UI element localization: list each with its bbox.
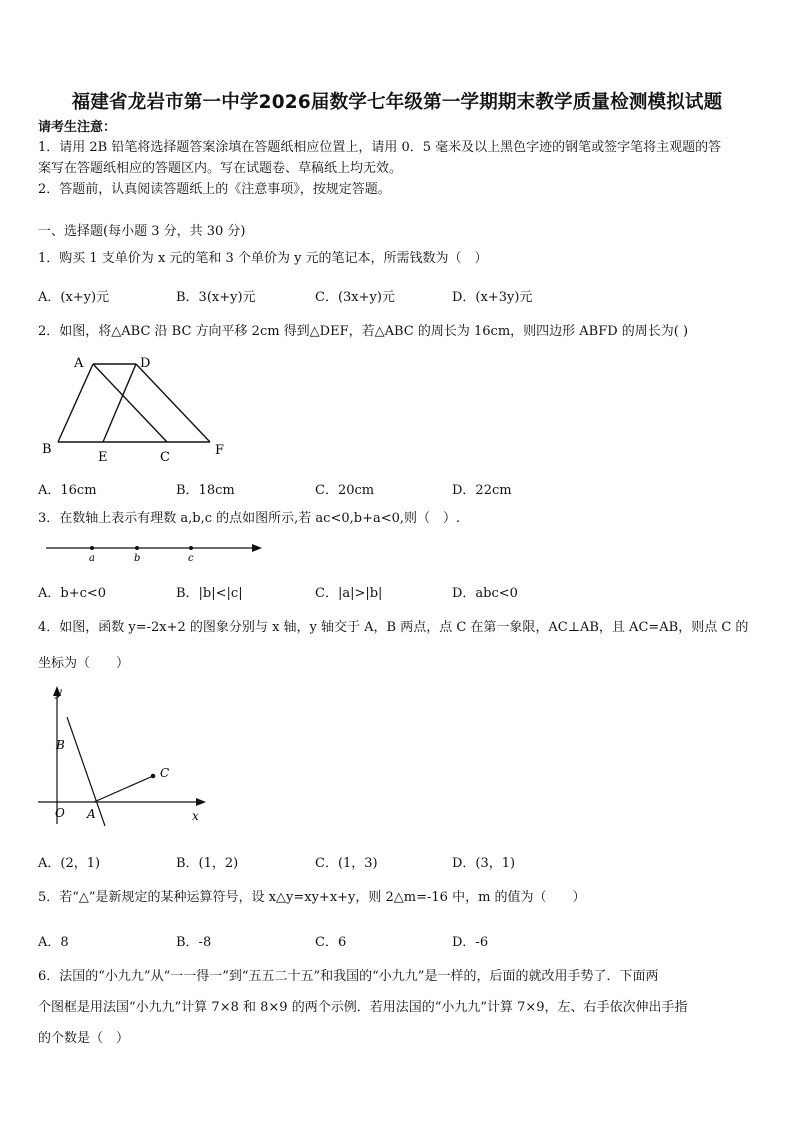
q3-number-line — [38, 536, 268, 566]
q1-option-a[interactable]: A．(x+y)元 — [38, 290, 110, 305]
notice-item-1-line-1: 1．请用 2B 铅笔将选择题答案涂填在答题纸相应位置上，请用 0．5 毫米及以上黑色字迹的钢笔或签字笔将主观题的答 — [38, 140, 722, 155]
q6-stem-line-3: 的个数是（ ） — [38, 1031, 130, 1046]
q1-option-b[interactable]: B．3(x+y)元 — [176, 290, 256, 305]
q5-option-a[interactable]: A．8 — [38, 935, 69, 950]
q4-label-a: A — [87, 807, 96, 821]
q3-option-b[interactable]: B．|b|<|c| — [176, 586, 243, 601]
q4-label-b: B — [56, 738, 65, 752]
q2-label-d: D — [140, 356, 151, 371]
q4-option-a[interactable]: A．(2，1) — [38, 856, 101, 871]
q4-coordinate-figure — [38, 684, 218, 834]
q3-stem: 3．在数轴上表示有理数 a,b,c 的点如图所示,若 ac<0,b+a<0,则（ ）. — [38, 511, 461, 526]
page-title: 福建省龙岩市第一中学2026届数学七年级第一学期期末教学质量检测模拟试题 — [71, 92, 723, 113]
q3-label-a: a — [89, 553, 95, 564]
q3-option-c[interactable]: C．|a|>|b| — [315, 586, 383, 601]
q6-stem-line-2: 个图框是用法国“小九九”计算 7×8 和 8×9 的两个示例．若用法国的“小九九”计算 7×9，左、右手依次伸出手指 — [38, 1000, 688, 1015]
q3-point-c — [189, 546, 193, 550]
q3-point-b — [135, 546, 139, 550]
q4-label-x: x — [192, 809, 199, 823]
q1-stem: 1．购买 1 支单价为 x 元的笔和 3 个单价为 y 元的笔记本，所需钱数为（ ） — [38, 251, 488, 266]
q2-option-c[interactable]: C．20cm — [315, 483, 375, 498]
notice-item-2: 2．答题前，认真阅读答题纸上的《注意事项》，按规定答题。 — [38, 182, 391, 197]
q2-label-c: C — [160, 450, 170, 465]
notice-item-1-line-2: 案写在答题纸相应的答题区内。写在试题卷、草稿纸上均无效。 — [38, 161, 403, 176]
q4-stem-line-1: 4．如图，函数 y=-2x+2 的图象分别与 x 轴，y 轴交于 A，B 两点，点 C 在第一象限，AC⊥AB，且 AC=AB，则点 C 的 — [38, 620, 749, 635]
q2-label-f: F — [215, 443, 225, 458]
section-heading: 一、选择题(每小题 3 分，共 30 分) — [38, 224, 246, 239]
q4-label-c: C — [160, 766, 170, 780]
q2-option-d[interactable]: D．22cm — [452, 483, 512, 498]
q4-option-d[interactable]: D．(3，1) — [452, 856, 516, 871]
q5-option-c[interactable]: C．6 — [315, 935, 347, 950]
q2-stem: 2．如图，将△ABC 沿 BC 方向平移 2cm 得到△DEF，若△ABC 的周长为 16cm，则四边形 ABFD 的周长为( ) — [38, 324, 689, 339]
q2-triangle-figure — [38, 348, 238, 468]
q4-stem-line-2: 坐标为（ ） — [38, 656, 130, 671]
q2-label-e: E — [98, 450, 108, 465]
q4-label-o: O — [55, 806, 65, 820]
q1-option-d[interactable]: D．(x+3y)元 — [452, 290, 533, 305]
q2-option-a[interactable]: A．16cm — [38, 483, 97, 498]
q4-option-b[interactable]: B．(1，2) — [176, 856, 239, 871]
q3-point-a — [90, 546, 94, 550]
q3-label-b: b — [134, 553, 141, 564]
q5-stem: 5．若“△”是新规定的某种运算符号，设 x△y=xy+x+y，则 2△m=-16 中，m 的值为（ ） — [38, 890, 586, 905]
q1-option-c[interactable]: C．(3x+y)元 — [315, 290, 395, 305]
q4-label-y: y — [55, 685, 62, 699]
q2-label-b: B — [42, 442, 52, 457]
q3-option-d[interactable]: D．abc<0 — [452, 586, 518, 601]
q3-label-c: c — [188, 553, 194, 564]
q4-option-c[interactable]: C．(1，3) — [315, 856, 378, 871]
notice-heading: 请考生注意： — [38, 120, 117, 135]
q5-option-b[interactable]: B．-8 — [176, 935, 212, 950]
q4-point-c — [151, 774, 156, 779]
q3-option-a[interactable]: A．b+c<0 — [38, 586, 107, 601]
q6-stem-line-1: 6．法国的“小九九”从“一一得一”到“五五二十五”和我国的“小九九”是一样的，后面的就改用手势了．下面两 — [38, 969, 659, 984]
q5-option-d[interactable]: D．-6 — [452, 935, 489, 950]
q2-label-a: A — [74, 356, 84, 371]
q2-option-b[interactable]: B．18cm — [176, 483, 235, 498]
